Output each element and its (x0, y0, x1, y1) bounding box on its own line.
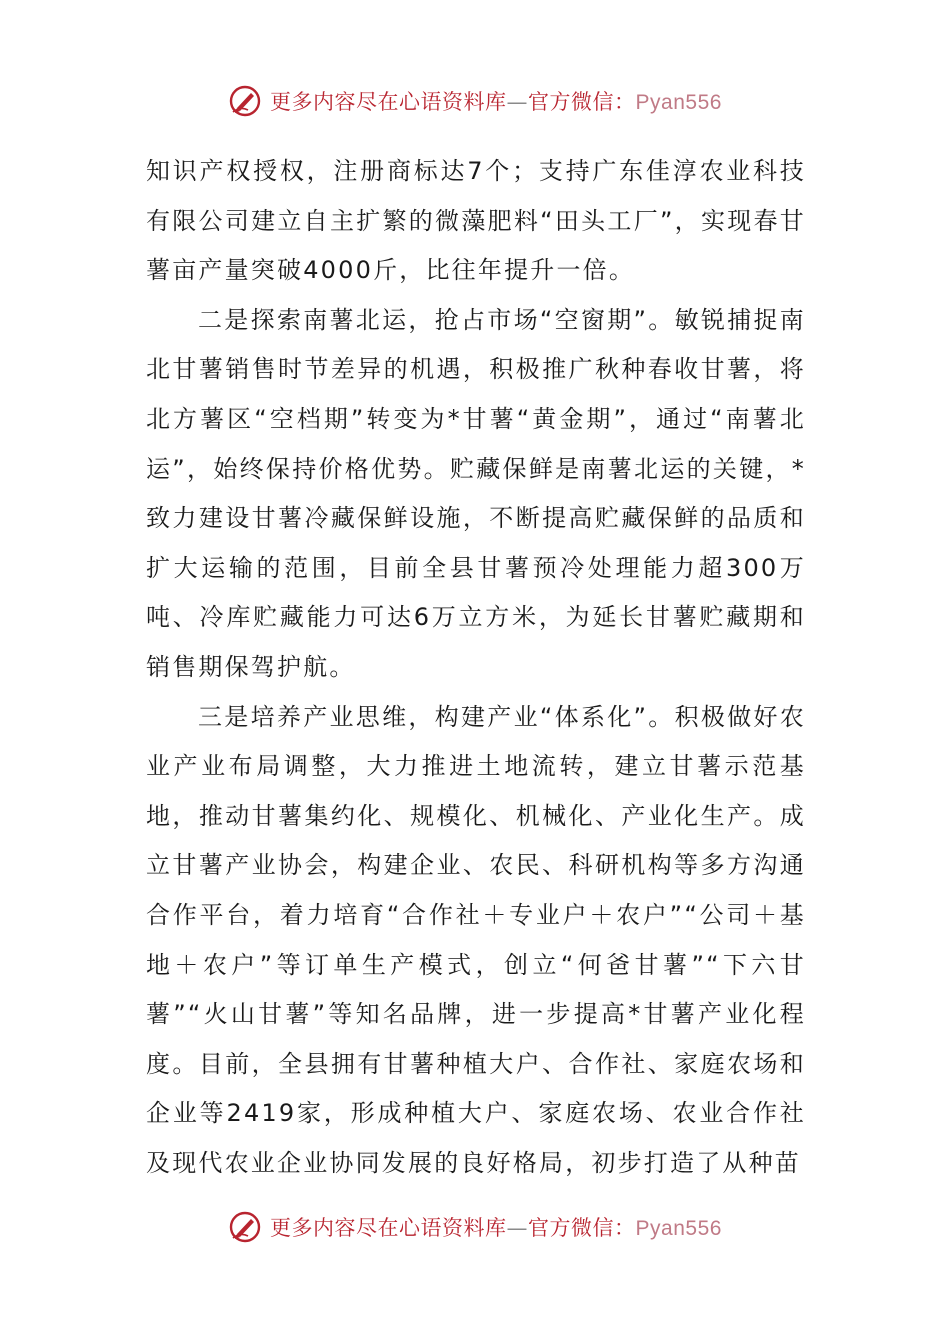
footer-text (270, 1212, 722, 1242)
paragraph-2: 二是探索南薯北运，抢占市场“空窗期”。敏锐捕捉南北甘薯销售时节差异的机遇，积极推广秋种春收甘薯，将北方薯区“空档期”转变为*甘薯“黄金期”，通过“南薯北运”，始终保持价格优势。贮藏保鲜是南薯北运的关键，*致力建设甘薯冷藏保鲜设施，不断提高贮藏保鲜的品质和扩大运输的范围，目前全县甘薯预冷处理能力超300万吨、冷库贮藏能力可达6万立方米，为延长甘薯贮藏期和销售期保驾护航。 (146, 305, 806, 681)
footer-dash: — (506, 1216, 529, 1240)
paragraph-3: 三是培养产业思维，构建产业“体系化”。积极做好农业产业布局调整，大力推进土地流转，建立甘薯示范基地，推动甘薯集约化、规模化、机械化、产业化生产。成立甘薯产业协会，构建企业、农民、科研机构等多方沟通合作平台，着力培育“合作社＋专业户＋农户”“公司＋基地＋农户”等订单生产模式，创立“何爸甘薯”“下六甘薯”“火山甘薯”等知名品牌，进一步提高*甘薯产业化程度。目前，全县拥有甘薯种植大户、合作社、家庭农场和企业等2419家，形成种植大户、家庭农场、农业合作社及现代农业企业协同发展的良好格局，初步打造了从种苗 (146, 702, 806, 1177)
header-contact-prefix: 官方微信： (528, 90, 636, 114)
pen-logo-icon (228, 1210, 262, 1244)
header-brand: 更多内容尽在心语资料库 (270, 90, 507, 114)
footer-contact-id: Pyan556 (635, 1217, 722, 1240)
paragraph-1: 知识产权授权，注册商标达7个；支持广东佳淳农业科技有限公司建立自主扩繁的微藻肥料“田头工厂”，实现春甘薯亩产量突破4000斤，比往年提升一倍。 (146, 157, 806, 285)
pen-logo-icon (228, 84, 262, 118)
header-dash: — (506, 90, 529, 114)
header-text (270, 86, 722, 116)
document-body (146, 147, 806, 1188)
footer-contact-prefix: 官方微信： (528, 1216, 636, 1240)
header-banner (0, 84, 950, 118)
footer-brand: 更多内容尽在心语资料库 (270, 1216, 507, 1240)
header-contact-id: Pyan556 (635, 91, 722, 114)
footer-banner (0, 1210, 950, 1244)
